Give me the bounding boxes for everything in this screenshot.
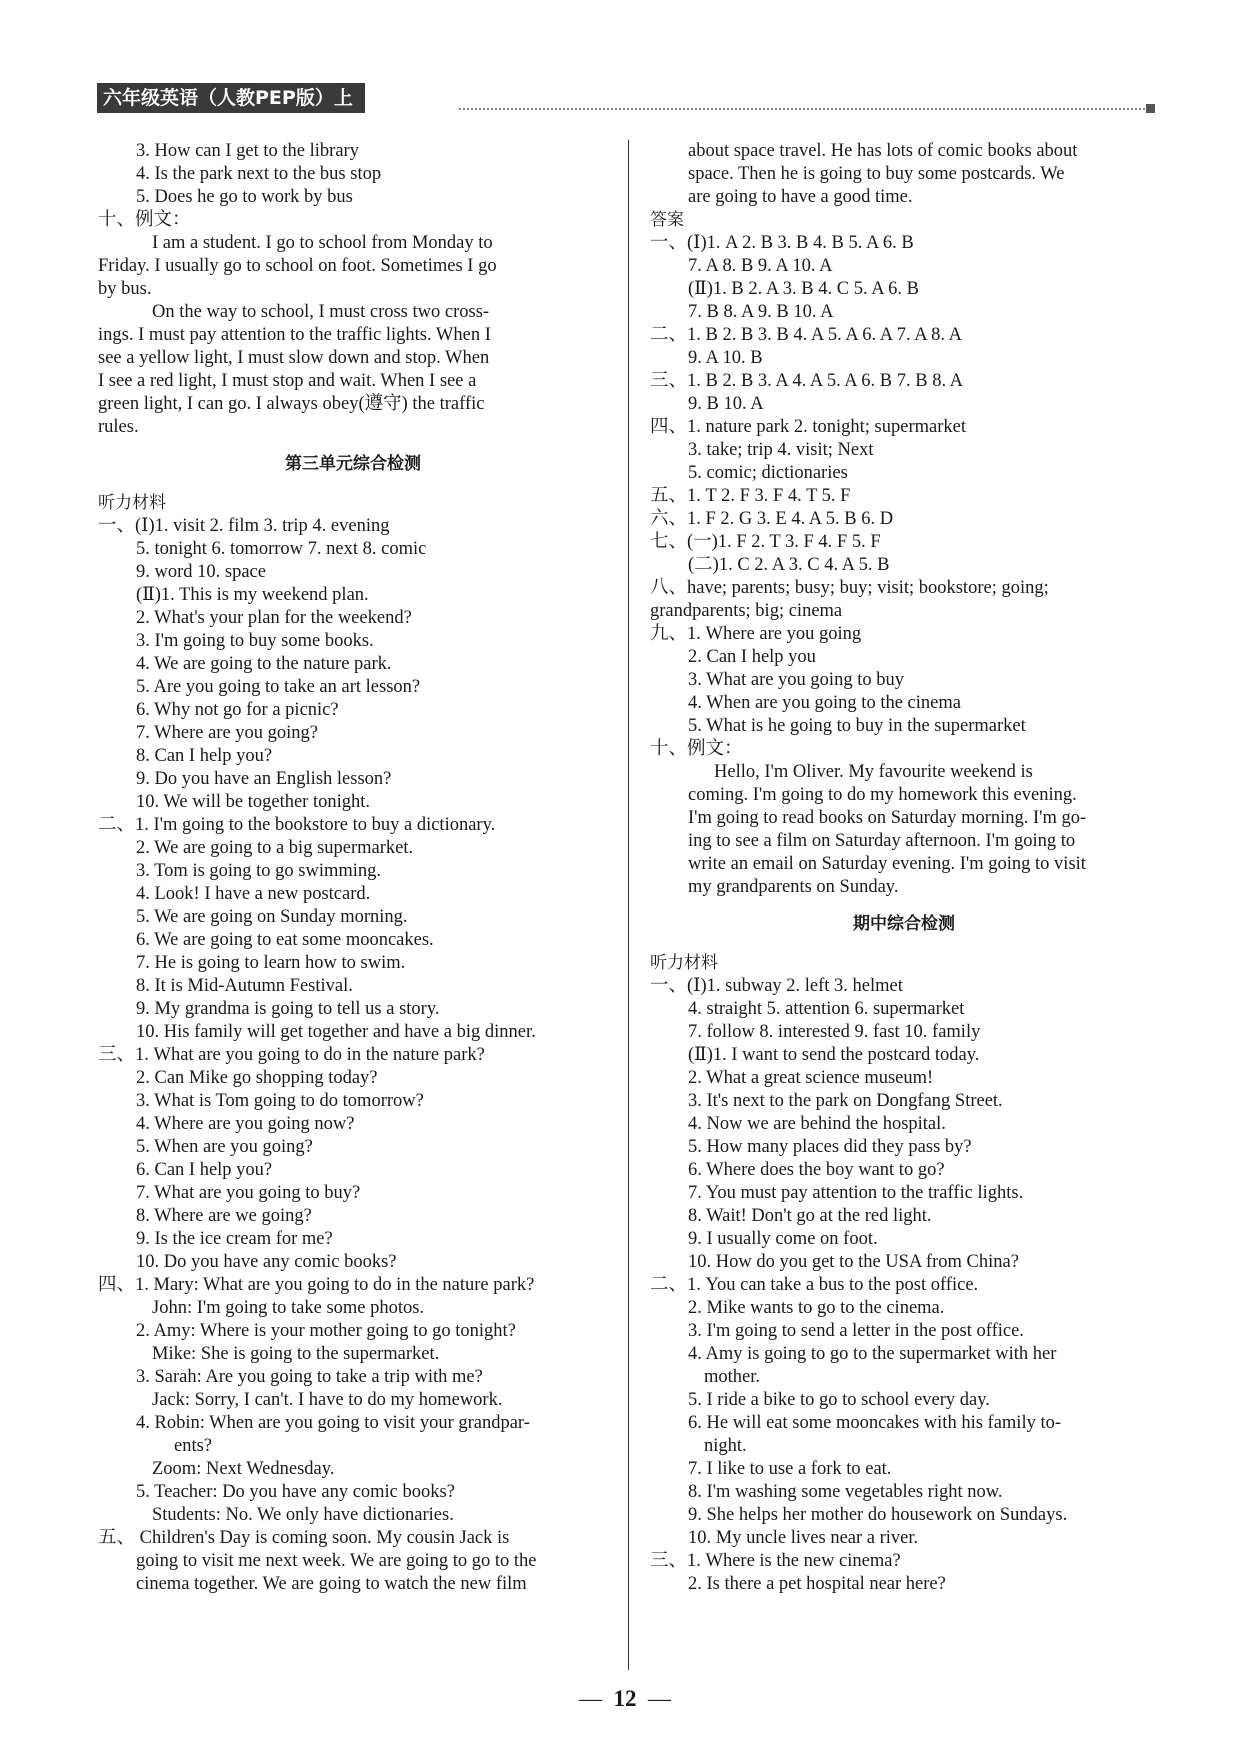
text-line: 十、例文： xyxy=(650,739,743,759)
text-line: 5. I ride a bike to go to school every day. xyxy=(688,1390,990,1410)
text-line: space. Then he is going to buy some postcards. We xyxy=(688,164,1065,184)
text-line: cinema together. We are going to watch the new film xyxy=(136,1574,527,1594)
page-number: 12 xyxy=(613,1686,637,1711)
text-line: 7. You must pay attention to the traffic lights. xyxy=(688,1183,1024,1203)
header-dotted-rule xyxy=(459,108,1145,110)
text-line: 九、1. Where are you going xyxy=(650,624,862,644)
text-line: Zoom: Next Wednesday. xyxy=(152,1459,335,1479)
text-line: 9. She helps her mother do housework on Sundays. xyxy=(688,1505,1068,1525)
text-line: 4. Amy is going to go to the supermarket with her xyxy=(688,1344,1057,1364)
text-line: 5. tonight 6. tomorrow 7. next 8. comic xyxy=(136,539,427,559)
text-line: 2. Is there a pet hospital near here? xyxy=(688,1574,946,1594)
text-line: 4. Look! I have a new postcard. xyxy=(136,884,371,904)
text-line: 4. Is the park next to the bus stop xyxy=(136,164,382,184)
text-line: (Ⅱ)1. I want to send the postcard today. xyxy=(688,1045,980,1065)
text-line: 6. Why not go for a picnic? xyxy=(136,700,339,720)
text-line: rules. xyxy=(98,417,139,437)
text-line: going to visit me next week. We are going to go to the xyxy=(136,1551,537,1571)
text-line: 10. How do you get to the USA from China? xyxy=(688,1252,1019,1272)
text-line: 三、1. What are you going to do in the nature park? xyxy=(98,1045,485,1065)
text-line: 8. I'm washing some vegetables right now. xyxy=(688,1482,1003,1502)
text-line: 7. What are you going to buy? xyxy=(136,1183,361,1203)
header-title: 六年级英语（人教PEP版）上 xyxy=(97,83,365,113)
text-line: Friday. I usually go to school on foot. Sometimes I go xyxy=(98,256,497,276)
text-line: 七、(一)1. F 2. T 3. F 4. F 5. F xyxy=(650,532,881,552)
text-line: 5. What is he going to buy in the supermarket xyxy=(688,716,1026,736)
text-line: 4. straight 5. attention 6. supermarket xyxy=(688,999,965,1019)
text-line: 8. It is Mid-Autumn Festival. xyxy=(136,976,353,996)
text-line: are going to have a good time. xyxy=(688,187,913,207)
text-line: 5. comic; dictionaries xyxy=(688,463,848,483)
text-line: 2. Mike wants to go to the cinema. xyxy=(688,1298,945,1318)
text-line: I'm going to read books on Saturday morning. I'm go- xyxy=(688,808,1087,828)
text-line: about space travel. He has lots of comic books about xyxy=(688,141,1078,161)
text-line: 五、1. T 2. F 3. F 4. T 5. F xyxy=(650,486,851,506)
text-line: 4. Robin: When are you going to visit your grandpar- xyxy=(136,1413,530,1433)
text-line: 8. Wait! Don't go at the red light. xyxy=(688,1206,932,1226)
text-line: 9. word 10. space xyxy=(136,562,266,582)
text-line: 3. I'm going to buy some books. xyxy=(136,631,374,651)
text-line: 六、1. F 2. G 3. E 4. A 5. B 6. D xyxy=(650,509,894,529)
text-line: I see a red light, I must stop and wait. When I see a xyxy=(98,371,477,391)
text-line: 7. B 8. A 9. B 10. A xyxy=(688,302,834,322)
page-footer: — 12 — xyxy=(579,1686,671,1711)
text-line: green light, I can go. I always obey(遵守) the traffic xyxy=(98,394,485,414)
text-line: 5. We are going on Sunday morning. xyxy=(136,907,408,927)
text-line: 3. It's next to the park on Dongfang Street. xyxy=(688,1091,1003,1111)
text-line: 10. My uncle lives near a river. xyxy=(688,1528,919,1548)
text-line: (二)1. C 2. A 3. C 4. A 5. B xyxy=(688,555,890,575)
text-line: 听力材料 xyxy=(650,953,718,973)
header-square-mark xyxy=(1146,104,1155,113)
text-line: Mike: She is going to the supermarket. xyxy=(152,1344,440,1364)
text-line: 2. What's your plan for the weekend? xyxy=(136,608,412,628)
text-line: 四、1. nature park 2. tonight; supermarket xyxy=(650,417,966,437)
text-line: 5. Does he go to work by bus xyxy=(136,187,353,207)
text-line: 3. take; trip 4. visit; Next xyxy=(688,440,874,460)
text-line: 八、have; parents; busy; buy; visit; bookstore; going; xyxy=(650,578,1049,598)
text-line: 一、(Ⅰ)1. A 2. B 3. B 4. B 5. A 6. B xyxy=(650,233,914,253)
text-line: 7. A 8. B 9. A 10. A xyxy=(688,256,833,276)
text-line: 6. Where does the boy want to go? xyxy=(688,1160,945,1180)
text-line: 8. Can I help you? xyxy=(136,746,273,766)
text-line: by bus. xyxy=(98,279,152,299)
text-line: 听力材料 xyxy=(98,493,166,513)
text-line: 3. What are you going to buy xyxy=(688,670,904,690)
text-line: 10. Do you have any comic books? xyxy=(136,1252,397,1272)
text-line: 7. Where are you going? xyxy=(136,723,319,743)
text-line: 3. How can I get to the library xyxy=(136,141,359,161)
text-line: 2. What a great science museum! xyxy=(688,1068,934,1088)
text-line: 5. When are you going? xyxy=(136,1137,313,1157)
text-line: 二、1. You can take a bus to the post office. xyxy=(650,1275,979,1295)
text-line: 6. We are going to eat some mooncakes. xyxy=(136,930,434,950)
text-line: ents? xyxy=(174,1436,213,1456)
text-line: 四、1. Mary: What are you going to do in the nature park? xyxy=(98,1275,535,1295)
text-line: 7. I like to use a fork to eat. xyxy=(688,1459,892,1479)
left-column xyxy=(98,140,608,1596)
text-line: John: I'm going to take some photos. xyxy=(152,1298,425,1318)
text-line: 5. Are you going to take an art lesson? xyxy=(136,677,421,697)
text-line: see a yellow light, I must slow down and stop. When xyxy=(98,348,490,368)
text-line: 9. Do you have an English lesson? xyxy=(136,769,392,789)
text-line: night. xyxy=(704,1436,747,1456)
text-line: Hello, I'm Oliver. My favourite weekend is xyxy=(714,762,1033,782)
text-line: grandparents; big; cinema xyxy=(650,601,843,621)
text-line: write an email on Saturday evening. I'm going to visit xyxy=(688,854,1086,874)
text-line: mother. xyxy=(704,1367,761,1387)
text-line: (Ⅱ)1. This is my weekend plan. xyxy=(136,585,369,605)
text-line: (Ⅱ)1. B 2. A 3. B 4. C 5. A 6. B xyxy=(688,279,920,299)
text-line: 三、1. Where is the new cinema? xyxy=(650,1551,901,1571)
text-line: coming. I'm going to do my homework this evening. xyxy=(688,785,1077,805)
text-line: 2. We are going to a big supermarket. xyxy=(136,838,414,858)
text-line: 10. We will be together tonight. xyxy=(136,792,371,812)
text-line: 答案 xyxy=(650,210,684,230)
text-line: 6. Can I help you? xyxy=(136,1160,273,1180)
text-line: 4. When are you going to the cinema xyxy=(688,693,961,713)
text-line: 3. I'm going to send a letter in the post office. xyxy=(688,1321,1024,1341)
text-line: 9. A 10. B xyxy=(688,348,763,368)
text-line: 6. He will eat some mooncakes with his family to- xyxy=(688,1413,1062,1433)
text-line: ings. I must pay attention to the traffic lights. When I xyxy=(98,325,491,345)
text-line: 5. How many places did they pass by? xyxy=(688,1137,972,1157)
text-line: Jack: Sorry, I can't. I have to do my homework. xyxy=(152,1390,503,1410)
text-line: 4. We are going to the nature park. xyxy=(136,654,392,674)
section-heading: 期中综合检测 xyxy=(853,914,955,934)
text-line: 3. Tom is going to go swimming. xyxy=(136,861,382,881)
text-line: 9. Is the ice cream for me? xyxy=(136,1229,333,1249)
text-line: ing to see a film on Saturday afternoon. I'm going to xyxy=(688,831,1076,851)
text-line: 三、1. B 2. B 3. A 4. A 5. A 6. B 7. B 8. A xyxy=(650,371,964,391)
right-column xyxy=(650,140,1158,1596)
text-line: 9. B 10. A xyxy=(688,394,764,414)
text-line: 7. follow 8. interested 9. fast 10. family xyxy=(688,1022,981,1042)
text-line: 3. Sarah: Are you going to take a trip with me? xyxy=(136,1367,483,1387)
text-line: 二、1. B 2. B 3. B 4. A 5. A 6. A 7. A 8. A xyxy=(650,325,963,345)
text-line: 2. Amy: Where is your mother going to go tonight? xyxy=(136,1321,516,1341)
text-line: 十、例文： xyxy=(98,210,191,230)
text-line: my grandparents on Sunday. xyxy=(688,877,899,897)
column-divider xyxy=(628,140,629,1670)
text-line: 2. Can I help you xyxy=(688,647,816,667)
section-heading: 第三单元综合检测 xyxy=(285,454,421,474)
text-line: 7. He is going to learn how to swim. xyxy=(136,953,406,973)
text-line: 9. My grandma is going to tell us a story. xyxy=(136,999,440,1019)
text-line: 五、 Children's Day is coming soon. My cousin Jack is xyxy=(98,1528,510,1548)
text-line: I am a student. I go to school from Monday to xyxy=(152,233,493,253)
text-line: 2. Can Mike go shopping today? xyxy=(136,1068,378,1088)
text-line: 8. Where are we going? xyxy=(136,1206,312,1226)
page-header xyxy=(97,83,1155,113)
text-line: On the way to school, I must cross two cross- xyxy=(152,302,490,322)
text-line: Students: No. We only have dictionaries. xyxy=(152,1505,454,1525)
text-line: 4. Where are you going now? xyxy=(136,1114,355,1134)
text-line: 5. Teacher: Do you have any comic books? xyxy=(136,1482,455,1502)
text-line: 9. I usually come on foot. xyxy=(688,1229,878,1249)
text-line: 二、1. I'm going to the bookstore to buy a dictionary. xyxy=(98,815,496,835)
text-line: 一、(Ⅰ)1. subway 2. left 3. helmet xyxy=(650,976,903,996)
text-line: 一、(Ⅰ)1. visit 2. film 3. trip 4. evening xyxy=(98,516,390,536)
text-line: 3. What is Tom going to do tomorrow? xyxy=(136,1091,424,1111)
text-line: 10. His family will get together and have a big dinner. xyxy=(136,1022,536,1042)
text-line: 4. Now we are behind the hospital. xyxy=(688,1114,946,1134)
